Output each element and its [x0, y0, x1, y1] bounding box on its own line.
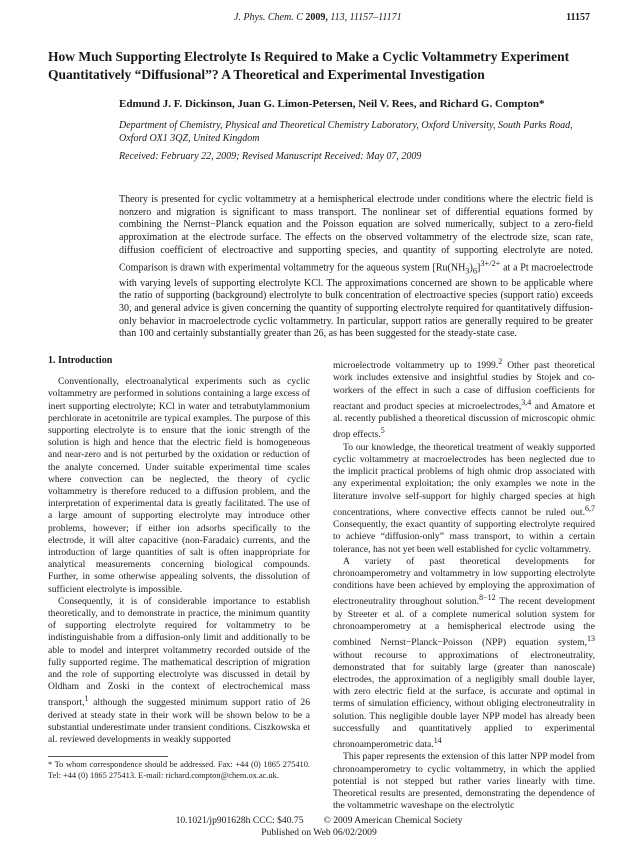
page-number: 11157 — [566, 12, 590, 23]
citation-ref: 2 — [498, 357, 503, 366]
right-column — [333, 356, 595, 812]
article-title: How Much Supporting Electrolyte Is Required to Make a Cyclic Voltammetry Experiment Quantitatively “Diffusional”? A Theoretical and Experimental Investigation — [48, 49, 570, 82]
paragraph: This paper represents the extension of this latter NPP model from chronoamperometry to cyclic voltammetry, in which the applied potential is not stepped but rather varies linearly with time. Theoretical results are presented, demonstrating the dependence of the voltammetric waveshape on the electrolytic — [333, 751, 595, 812]
received-dates: Received: February 22, 2009; Revised Manuscript Received: May 07, 2009 — [119, 151, 422, 162]
journal-citation: J. Phys. Chem. C 2009, 113, 11157–11171 — [234, 12, 402, 23]
paragraph: To our knowledge, the theoretical treatment of weakly supported cyclic voltammetry at macroelectrodes has been neglected due to the implicit practical problems of high ohmic drop associated with any experimental exploitation; the only examples we note in the literature involve self-support for highly charged species at high concentrations, where convective effects cannot be ruled out.$^{6,7}$ Consequently, the exact quantity of supporting electrolyte required to achieve “diffusion-only” mass transport, to within a certain tolerance, has not yet been well established for cyclic voltammetry. — [333, 441, 595, 555]
doi-price: 10.1021/jp901628h CCC: $40.75 — [175, 815, 304, 826]
citation-ref: 6,7 — [585, 503, 595, 513]
citation-ref: 1 — [84, 694, 89, 704]
paragraph: Conventionally, electroanalytical experiments such as cyclic voltammetry are performed in solutions containing a large excess of inert supporting electrolyte; KCl in water and tetrabutylammonium perchlorate in acetonitrile are typical examples. The purpose of this supporting electrolyte is to ensure that the ionic strength of the solution is high and hence that the electric field is homogeneous and near-zero and is not perturbed by the oxidation or reduction of the analyte concerned. Under suitable experimental time scales where convection can be neglected, the theory of cyclic voltammetry is therefore reduced to a diffusion problem, and the interpretation of experimental data is greatly facilitated. The use of a large amount of supporting electrolyte may introduce other problems, however; if either ion adsorbs specifically to the electrode, it will alter capacitive (non-Faradaic) currents, and the introduction of large quantities of salt is often inappropriate for analytical measurements concerning biological compounds. Further, in some otherwise appealing solvents, the dissolution of sufficient electrolyte is impossible. — [48, 376, 310, 595]
citation-ref: 13 — [587, 634, 595, 644]
page-footer — [0, 815, 638, 838]
paragraph: microelectrode voltammetry up to 1999.$^2$ Other past theoretical work includes extensive and insightful studies by Stojek and co-workers of the effect in such a case of diffusion coefficients for reactant and product species at microelectrodes,$^{3,4}$ and Amatore et al. recently published a theoretical discussion of microscopic ohmic drop effects.$^5$ — [333, 357, 595, 441]
paragraph: Consequently, it is of considerable importance to establish theoretically, and to demonstrate in practice, the minimum quantity of supporting electrolyte required for voltammetry to be indistinguishable from a diffusion-only limit and additionally to be able to model and interpret voltammetry recorded outside of the fully supported regime. The mathematical description of migration and the role of supporting electrolyte was discussed in detail by Oldham and Zoski in the context of electrochemical mass transport,$^1$ although the suggested minimum support ratio of 26 derived at steady state in their work will be shown below to be a substantial underestimate under transient conditions. Ciszkowska et al. reviewed developments in weakly supported — [48, 595, 310, 746]
author-list: Edmund J. F. Dickinson, Juan G. Limon-Petersen, Neil V. Rees, and Richard G. Compton* — [119, 98, 545, 110]
abstract: Theory is presented for cyclic voltammetry at a hemispherical electrode under conditions where the electric field is nonzero and migration is significant to mass transport. The nonlinear set of differential equations formed by combining the Nernst−Planck equation and the Poisson equation are solved numerically, subject to a zero-field approximation at the electrode surface. The effects on the observed voltammetry of the electrode size, scan rate, diffusion coefficient of electroactive and supporting species, and quantity of supporting electrolyte are noted. Comparison is drawn with experimental voltammetry for the aqueous system $[Ru(NH_3)_6]^{3+/2+}$ at a Pt macroelectrode with varying levels of supporting electrolyte KCl. The approximations concerned are shown to be applicable where the ratio of supporting (background) electrolyte to bulk concentration of electroactive species (support ratio) exceeds 30, and general advice is given concerning the quantity of supporting electrolyte required for quantitatively diffusion-only behavior in macroelectrode cyclic voltammetry. In particular, support ratios are generally required to be greater than 100 and certainly substantially greater than 26, as has been suggested for the steady-state case. — [119, 194, 593, 340]
citation-ref: 3,4 — [521, 397, 532, 407]
left-column — [48, 355, 310, 746]
citation-ref: 8−12 — [479, 593, 496, 603]
running-header — [48, 12, 590, 28]
affiliation: Department of Chemistry, Physical and Theoretical Chemistry Laboratory, Oxford University, South Parks Road, Oxford OX1 3QZ, United Kingdom — [119, 120, 573, 144]
section-heading: 1. Introduction — [48, 355, 113, 366]
published-date: Published on Web 06/02/2009 — [261, 826, 377, 838]
citation-ref: 5 — [380, 426, 385, 436]
citation-ref: 14 — [433, 736, 442, 746]
paragraph: A variety of past theoretical developments for chronoamperometry and voltammetry in low supporting electrolyte conditions have been achieved by employing the approximation of electroneutrality throughout solution.$^{8-12}$ The recent development by Streeter et al. of a complete numerical solution system for chronoamperometry at a hemispherical electrode using the combined Nernst−Planck−Poisson (NPP) equation system,$^{13}$ without recourse to approximations of electroneutrality, demonstrated that for suitably large (greater than nanoscale) electrodes, the approximation of a negligibly small double layer, with zero electric field at the surface, is accurate and optimal in terms of simulation efficiency, without obliging electroneutrality in solution. This negligible double layer NPP model has already been successfully and quantitatively applied to experimental chronoamperometric data.$^{14}$ — [333, 555, 596, 751]
footnote-divider — [48, 756, 168, 757]
copyright: © 2009 American Chemical Society — [323, 815, 463, 826]
correspondence-footnote: * To whom correspondence should be addressed. Fax: +44 (0) 1865 275410. Tel: +44 (0) 1865 275413. E-mail: richard.compton@chem.ox.ac.uk. — [48, 760, 310, 780]
